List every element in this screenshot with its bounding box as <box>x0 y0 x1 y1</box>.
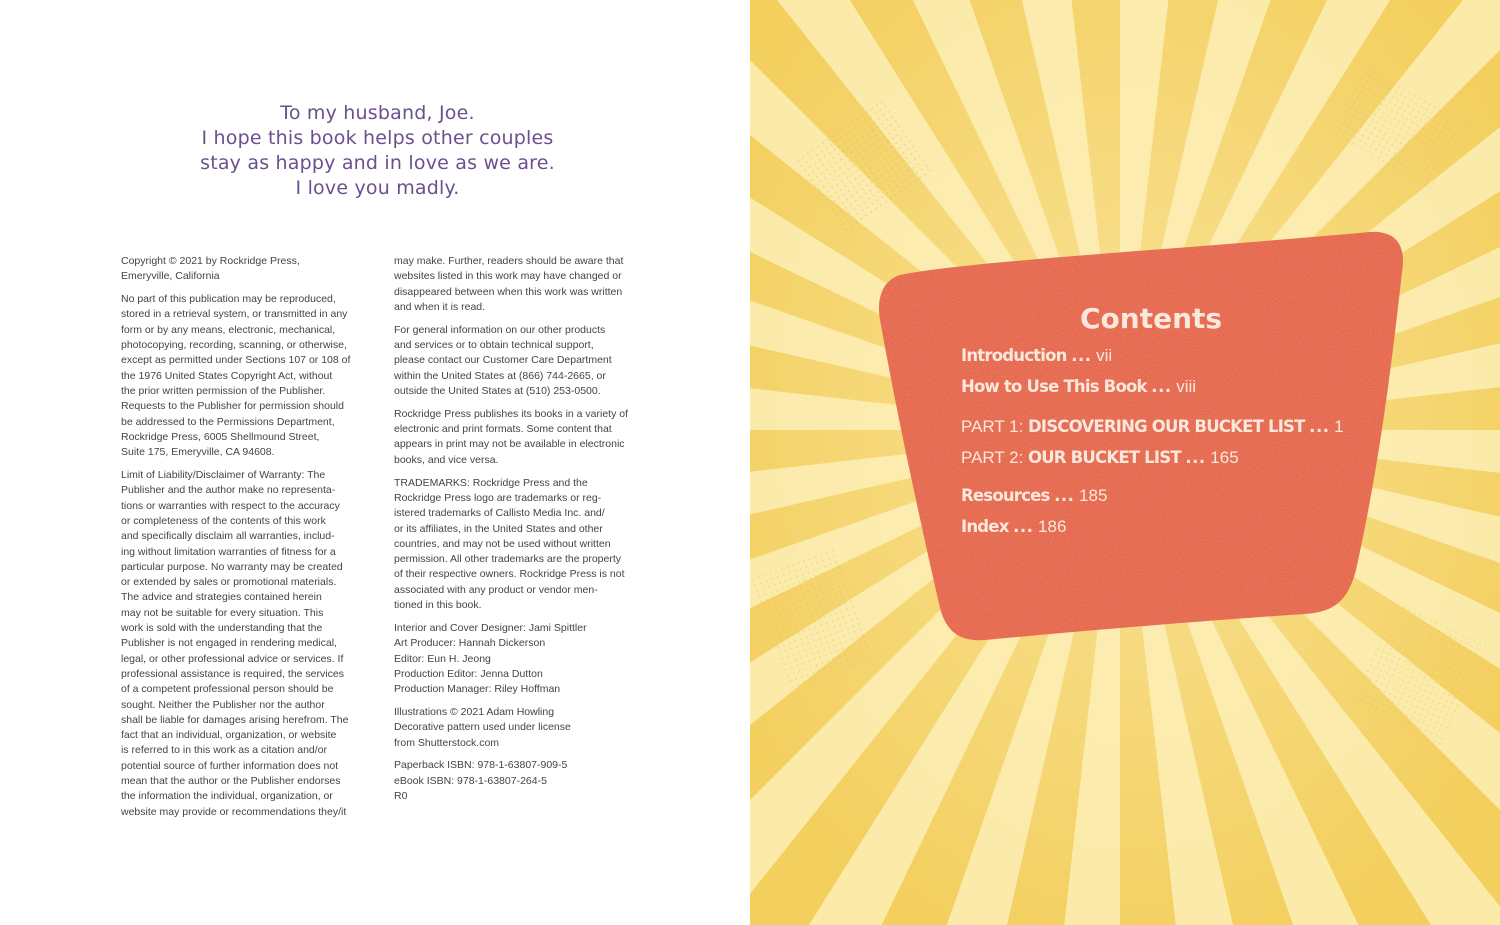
copyright-line: Requests to the Publisher for permission should <box>121 400 344 413</box>
copyright-paragraph <box>394 621 644 697</box>
copyright-line: Publisher is not engaged in rendering medical, <box>121 637 337 650</box>
toc-dots: ... <box>1185 448 1206 467</box>
copyright-line: except as permitted under Sections 107 or 108 of <box>121 354 351 367</box>
copyright-line: Paperback ISBN: 978-1-63807-909-5 <box>394 759 568 772</box>
copyright-line: Rockridge Press publishes its books in a variety of <box>394 407 629 420</box>
toc-part-1[interactable] <box>961 417 1344 437</box>
copyright-line: or its affiliates, in the United States and other <box>394 522 603 535</box>
copyright-paragraph <box>121 254 371 285</box>
toc-label: Introduction <box>961 346 1067 365</box>
copyright-line: istered trademarks of Callisto Media Inc. and/ <box>394 507 605 520</box>
copyright-line: No part of this publication may be reproduced, <box>121 293 336 306</box>
toc-dots: ... <box>1054 486 1075 505</box>
copyright-line: professional assistance is required, the services <box>121 667 344 680</box>
copyright-paragraph <box>394 476 644 614</box>
copyright-line: legal, or other professional advice or services. If <box>121 652 344 665</box>
copyright-line: tioned in this book. <box>394 599 482 612</box>
toc-part-prefix: PART 1: <box>961 417 1024 436</box>
copyright-line: within the United States at (866) 744-2665, or <box>394 369 606 382</box>
copyright-line: websites listed in this work may have changed or <box>394 270 622 283</box>
toc-label: OUR BUCKET LIST <box>1027 448 1181 467</box>
toc-page: viii <box>1176 377 1197 396</box>
dedication <box>120 101 635 201</box>
copyright-column-right <box>394 254 644 812</box>
dedication-line: I hope this book helps other couples <box>201 127 554 149</box>
copyright-paragraph <box>394 758 644 804</box>
copyright-line: mean that the author or the Publisher endorses <box>121 774 341 787</box>
toc-dots: ... <box>1013 517 1034 536</box>
toc-page: vii <box>1096 346 1113 365</box>
copyright-line: outside the United States at (510) 253-0500. <box>394 384 601 397</box>
toc-dots: ... <box>1071 346 1092 365</box>
copyright-line: Rockridge Press, 6005 Shellmound Street, <box>121 430 320 443</box>
dedication-line: I love you madly. <box>295 177 460 199</box>
toc-label: Resources <box>961 486 1050 505</box>
toc-label: DISCOVERING OUR BUCKET LIST <box>1027 417 1305 436</box>
dedication-line: To my husband, Joe. <box>280 102 475 124</box>
copyright-line: Editor: Eun H. Jeong <box>394 652 491 665</box>
copyright-line: work is sold with the understanding that the <box>121 622 323 635</box>
copyright-line: electronic and print formats. Some content that <box>394 423 612 436</box>
copyright-column-left <box>121 254 371 827</box>
copyright-line: Copyright © 2021 by Rockridge Press, <box>121 255 300 267</box>
toc-page: 185 <box>1079 486 1108 505</box>
copyright-line: may not be suitable for every situation. This <box>121 606 324 619</box>
toc-dots: ... <box>1309 417 1330 436</box>
copyright-line: appears in print may not be available in electronic <box>394 438 625 451</box>
copyright-line: stored in a retrieval system, or transmitted in any <box>121 308 348 321</box>
toc-label: Index <box>961 517 1009 536</box>
contents-title: Contents <box>1080 302 1223 335</box>
copyright-line: permission. All other trademarks are the property <box>394 553 622 566</box>
toc-page: 1 <box>1334 417 1344 436</box>
copyright-line: particular purpose. No warranty may be created <box>121 560 343 573</box>
copyright-line: Decorative pattern used under license <box>394 721 571 734</box>
copyright-line: from Shutterstock.com <box>394 736 500 749</box>
copyright-paragraph <box>394 705 644 751</box>
toc-page: 165 <box>1210 448 1239 467</box>
toc-page: 186 <box>1038 517 1067 536</box>
copyright-line: Publisher and the author make no representa- <box>121 484 336 497</box>
copyright-line: and specifically disclaim all warranties, includ- <box>121 530 335 543</box>
copyright-line: or extended by sales or promotional materials. <box>121 576 337 589</box>
right-page <box>750 0 1500 925</box>
copyright-line: The advice and strategies contained herein <box>121 591 322 604</box>
copyright-line: website may provide or recommendations they/it <box>121 805 347 818</box>
copyright-line: the information the individual, organization, or <box>121 790 333 803</box>
copyright-line: eBook ISBN: 978-1-63807-264-5 <box>394 774 547 787</box>
copyright-line: is referred to in this work as a citation and/or <box>121 744 328 757</box>
toc-introduction[interactable] <box>961 346 1112 366</box>
copyright-line: of their respective owners. Rockridge Press is not <box>394 568 625 581</box>
copyright-line: Rockridge Press logo are trademarks or reg- <box>394 491 602 504</box>
copyright-line: may make. Further, readers should be aware that <box>394 255 624 267</box>
copyright-line: the prior written permission of the Publisher. <box>121 384 326 397</box>
copyright-line: of a competent professional person should be <box>121 683 334 696</box>
copyright-line: Interior and Cover Designer: Jami Spittler <box>394 621 587 634</box>
copyright-line: associated with any product or vendor men- <box>394 583 598 596</box>
copyright-line: ing without limitation warranties of fitness for a <box>121 545 336 558</box>
copyright-line: Production Manager: Riley Hoffman <box>394 683 561 696</box>
copyright-paragraph <box>121 292 371 460</box>
copyright-paragraph <box>394 323 644 399</box>
copyright-line: photocopying, recording, scanning, or otherwise, <box>121 339 347 352</box>
copyright-paragraph <box>121 468 371 820</box>
copyright-line: Illustrations © 2021 Adam Howling <box>394 705 555 718</box>
toc-index[interactable] <box>961 517 1066 537</box>
toc-resources[interactable] <box>961 486 1107 506</box>
toc-part-2[interactable] <box>961 448 1239 468</box>
copyright-line: Limit of Liability/Disclaimer of Warranty: The <box>121 469 326 482</box>
copyright-line: or completeness of the contents of this work <box>121 514 326 527</box>
copyright-line: potential source of further information does not <box>121 759 339 772</box>
copyright-paragraph <box>394 407 644 468</box>
copyright-line: tions or warranties with respect to the accuracy <box>121 499 340 512</box>
toc-part-prefix: PART 2: <box>961 448 1024 467</box>
copyright-line: and services or to obtain technical support, <box>394 339 594 352</box>
copyright-line: please contact our Customer Care Department <box>394 354 612 367</box>
copyright-line: be addressed to the Permissions Department, <box>121 415 335 428</box>
copyright-line: For general information on our other products <box>394 323 606 336</box>
copyright-line: sought. Neither the Publisher nor the author <box>121 698 325 711</box>
copyright-line: the 1976 United States Copyright Act, without <box>121 369 333 382</box>
copyright-line: Production Editor: Jenna Dutton <box>394 667 543 680</box>
copyright-line: and when it is read. <box>394 300 486 313</box>
copyright-line: form or by any means, electronic, mechanical, <box>121 323 336 336</box>
copyright-paragraph <box>394 254 644 315</box>
copyright-line: shall be liable for damages arising herefrom. The <box>121 713 349 726</box>
dedication-line: stay as happy and in love as we are. <box>200 152 555 174</box>
toc-how-to-use[interactable] <box>961 377 1196 397</box>
copyright-line: fact that an individual, organization, or website <box>121 729 337 742</box>
toc-label: How to Use This Book <box>961 377 1147 396</box>
copyright-line: Suite 175, Emeryville, CA 94608. <box>121 446 275 459</box>
copyright-line: TRADEMARKS: Rockridge Press and the <box>394 476 588 489</box>
toc-dots: ... <box>1151 377 1172 396</box>
copyright-line: countries, and may not be used without written <box>394 537 611 550</box>
copyright-line: disappeared between when this work was written <box>394 285 623 298</box>
copyright-line: books, and vice versa. <box>394 453 499 466</box>
copyright-line: R0 <box>394 790 408 803</box>
copyright-line: Emeryville, California <box>121 270 220 283</box>
copyright-line: Art Producer: Hannah Dickerson <box>394 637 546 650</box>
